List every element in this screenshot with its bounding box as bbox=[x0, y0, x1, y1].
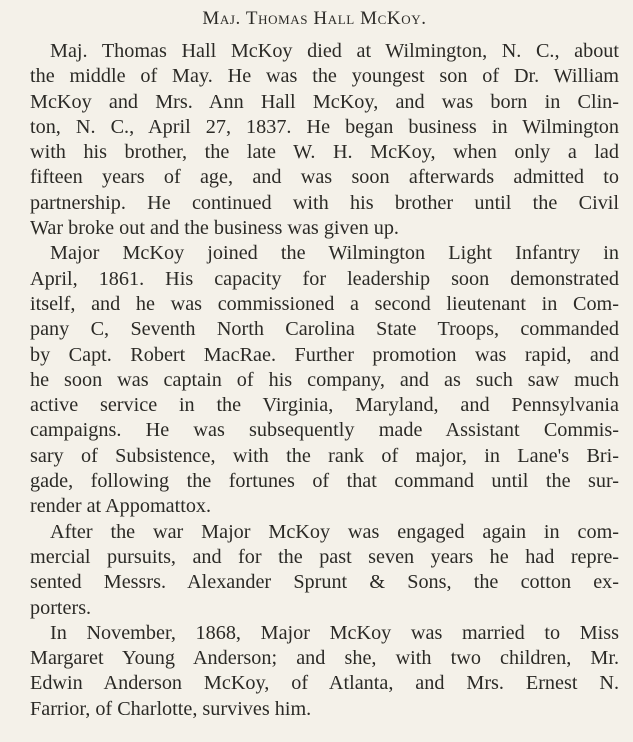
text-line: by Capt. Robert MacRae. Further promotion was rapid, and bbox=[30, 343, 619, 366]
text-line: Margaret Young Anderson; and she, with two children, Mr. bbox=[30, 647, 619, 670]
text-line: In November, 1868, Major McKoy was married to Miss bbox=[50, 621, 619, 644]
text-line: he soon was captain of his company, and as such saw much bbox=[30, 368, 619, 391]
text-line: fifteen years of age, and was soon afterwards admitted to bbox=[30, 166, 619, 189]
text-line: April, 1861. His capacity for leadership soon demonstrated bbox=[30, 267, 619, 290]
text-line: itself, and he was commissioned a second lieutenant in Com- bbox=[30, 292, 619, 315]
text-line: pany C, Seventh North Carolina State Troops, commanded bbox=[30, 318, 619, 341]
text-line: sary of Subsistence, with the rank of major, in Lane's Bri- bbox=[30, 444, 619, 467]
text-line: McKoy and Mrs. Ann Hall McKoy, and was born in Clin- bbox=[30, 90, 619, 113]
text-line: gade, following the fortunes of that command until the sur- bbox=[30, 470, 619, 493]
text-line: porters. bbox=[30, 596, 92, 619]
text-line: sented Messrs. Alexander Sprunt & Sons, the cotton ex- bbox=[30, 571, 619, 594]
text-line: partnership. He continued with his brother until the Civil bbox=[30, 191, 619, 214]
paragraph bbox=[10, 241, 619, 519]
text-line: render at Appomattox. bbox=[30, 495, 212, 518]
text-line: Edwin Anderson McKoy, of Atlanta, and Mrs. Ernest N. bbox=[30, 672, 619, 695]
paragraph bbox=[10, 39, 619, 241]
paragraph bbox=[10, 520, 619, 621]
text-line: the middle of May. He was the youngest son of Dr. William bbox=[30, 65, 619, 88]
text-line: After the war Major McKoy was engaged again in com- bbox=[50, 520, 619, 543]
text-line: Major McKoy joined the Wilmington Light Infantry in bbox=[50, 242, 619, 265]
paragraph bbox=[10, 621, 619, 722]
text-line: ton, N. C., April 27, 1837. He began business in Wilmington bbox=[30, 115, 619, 138]
text-line: Maj. Thomas Hall McKoy died at Wilmington, N. C., about bbox=[50, 40, 619, 62]
text-line: with his brother, the late W. H. McKoy, when only a lad bbox=[30, 141, 619, 164]
text-line: active service in the Virginia, Maryland, and Pennsylvania bbox=[30, 394, 619, 417]
text-line: campaigns. He was subsequently made Assistant Commis- bbox=[30, 419, 619, 442]
text-line: War broke out and the business was given up. bbox=[30, 217, 399, 240]
article-title: Maj. Thomas Hall McKoy. bbox=[202, 8, 427, 29]
article-body bbox=[10, 39, 619, 722]
text-line: mercial pursuits, and for the past seven years he had repre- bbox=[30, 545, 619, 568]
text-line: Farrior, of Charlotte, survives him. bbox=[30, 697, 312, 720]
